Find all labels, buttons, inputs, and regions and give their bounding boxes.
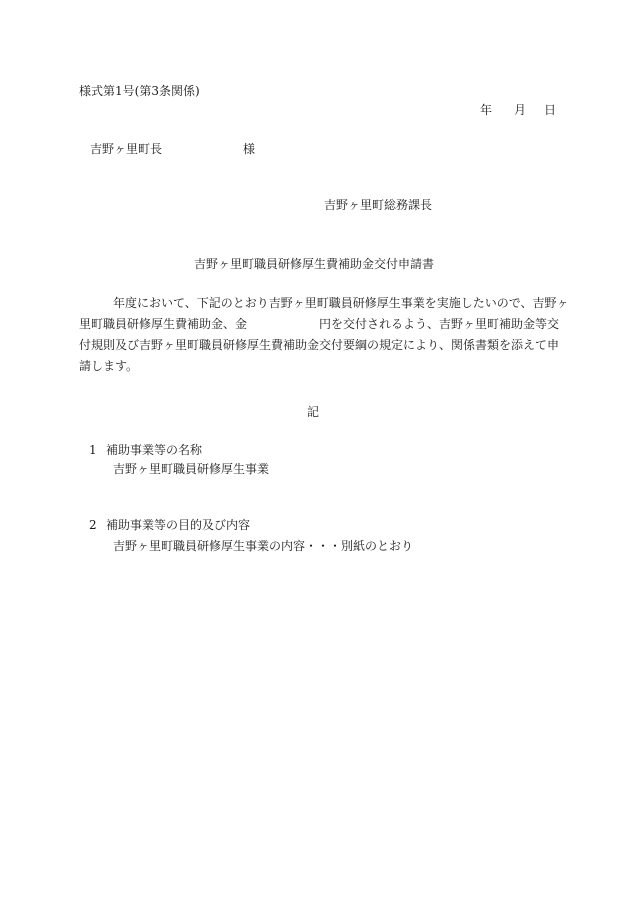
- date-year: 年: [480, 103, 493, 117]
- body-line-2: 里町職員研修厚生費補助金、金 円を交付されるよう、吉野ヶ里町補助金等交: [79, 317, 560, 331]
- date-line: [480, 104, 556, 116]
- body-text: [79, 293, 569, 377]
- item-2-number: 2: [89, 518, 97, 532]
- document-title: 吉野ヶ里町職員研修厚生費補助金交付申請書: [194, 257, 435, 271]
- record-heading: 記: [307, 405, 320, 419]
- date-day: 日: [544, 103, 557, 117]
- form-number: 様式第1号(第3条関係): [79, 84, 200, 98]
- body-line-1: 年度において、下記のとおり吉野ヶ里町職員研修厚生事業を実施したいので、吉野ヶ: [113, 296, 569, 310]
- item-2-value: 吉野ヶ里町職員研修厚生事業の内容・・・別紙のとおり: [113, 539, 414, 553]
- item-2-title: 2 補助事業等の目的及び内容: [89, 518, 251, 532]
- addressee: [90, 142, 256, 156]
- item-1-title: 1 補助事業等の名称: [89, 443, 203, 457]
- item-1-value: 吉野ヶ里町職員研修厚生事業: [113, 462, 270, 476]
- date-month: 月: [514, 103, 527, 117]
- applicant: 吉野ヶ里町総務課長: [324, 198, 433, 212]
- addressee-honorific: 様: [243, 142, 256, 156]
- body-line-4: 請します。: [79, 359, 139, 373]
- body-line-3: 付規則及び吉野ヶ里町職員研修厚生費補助金交付要綱の規定により、関係書類を添えて申: [79, 338, 560, 352]
- item-1-number: 1: [89, 443, 97, 457]
- addressee-name: 吉野ヶ里町長: [90, 142, 163, 156]
